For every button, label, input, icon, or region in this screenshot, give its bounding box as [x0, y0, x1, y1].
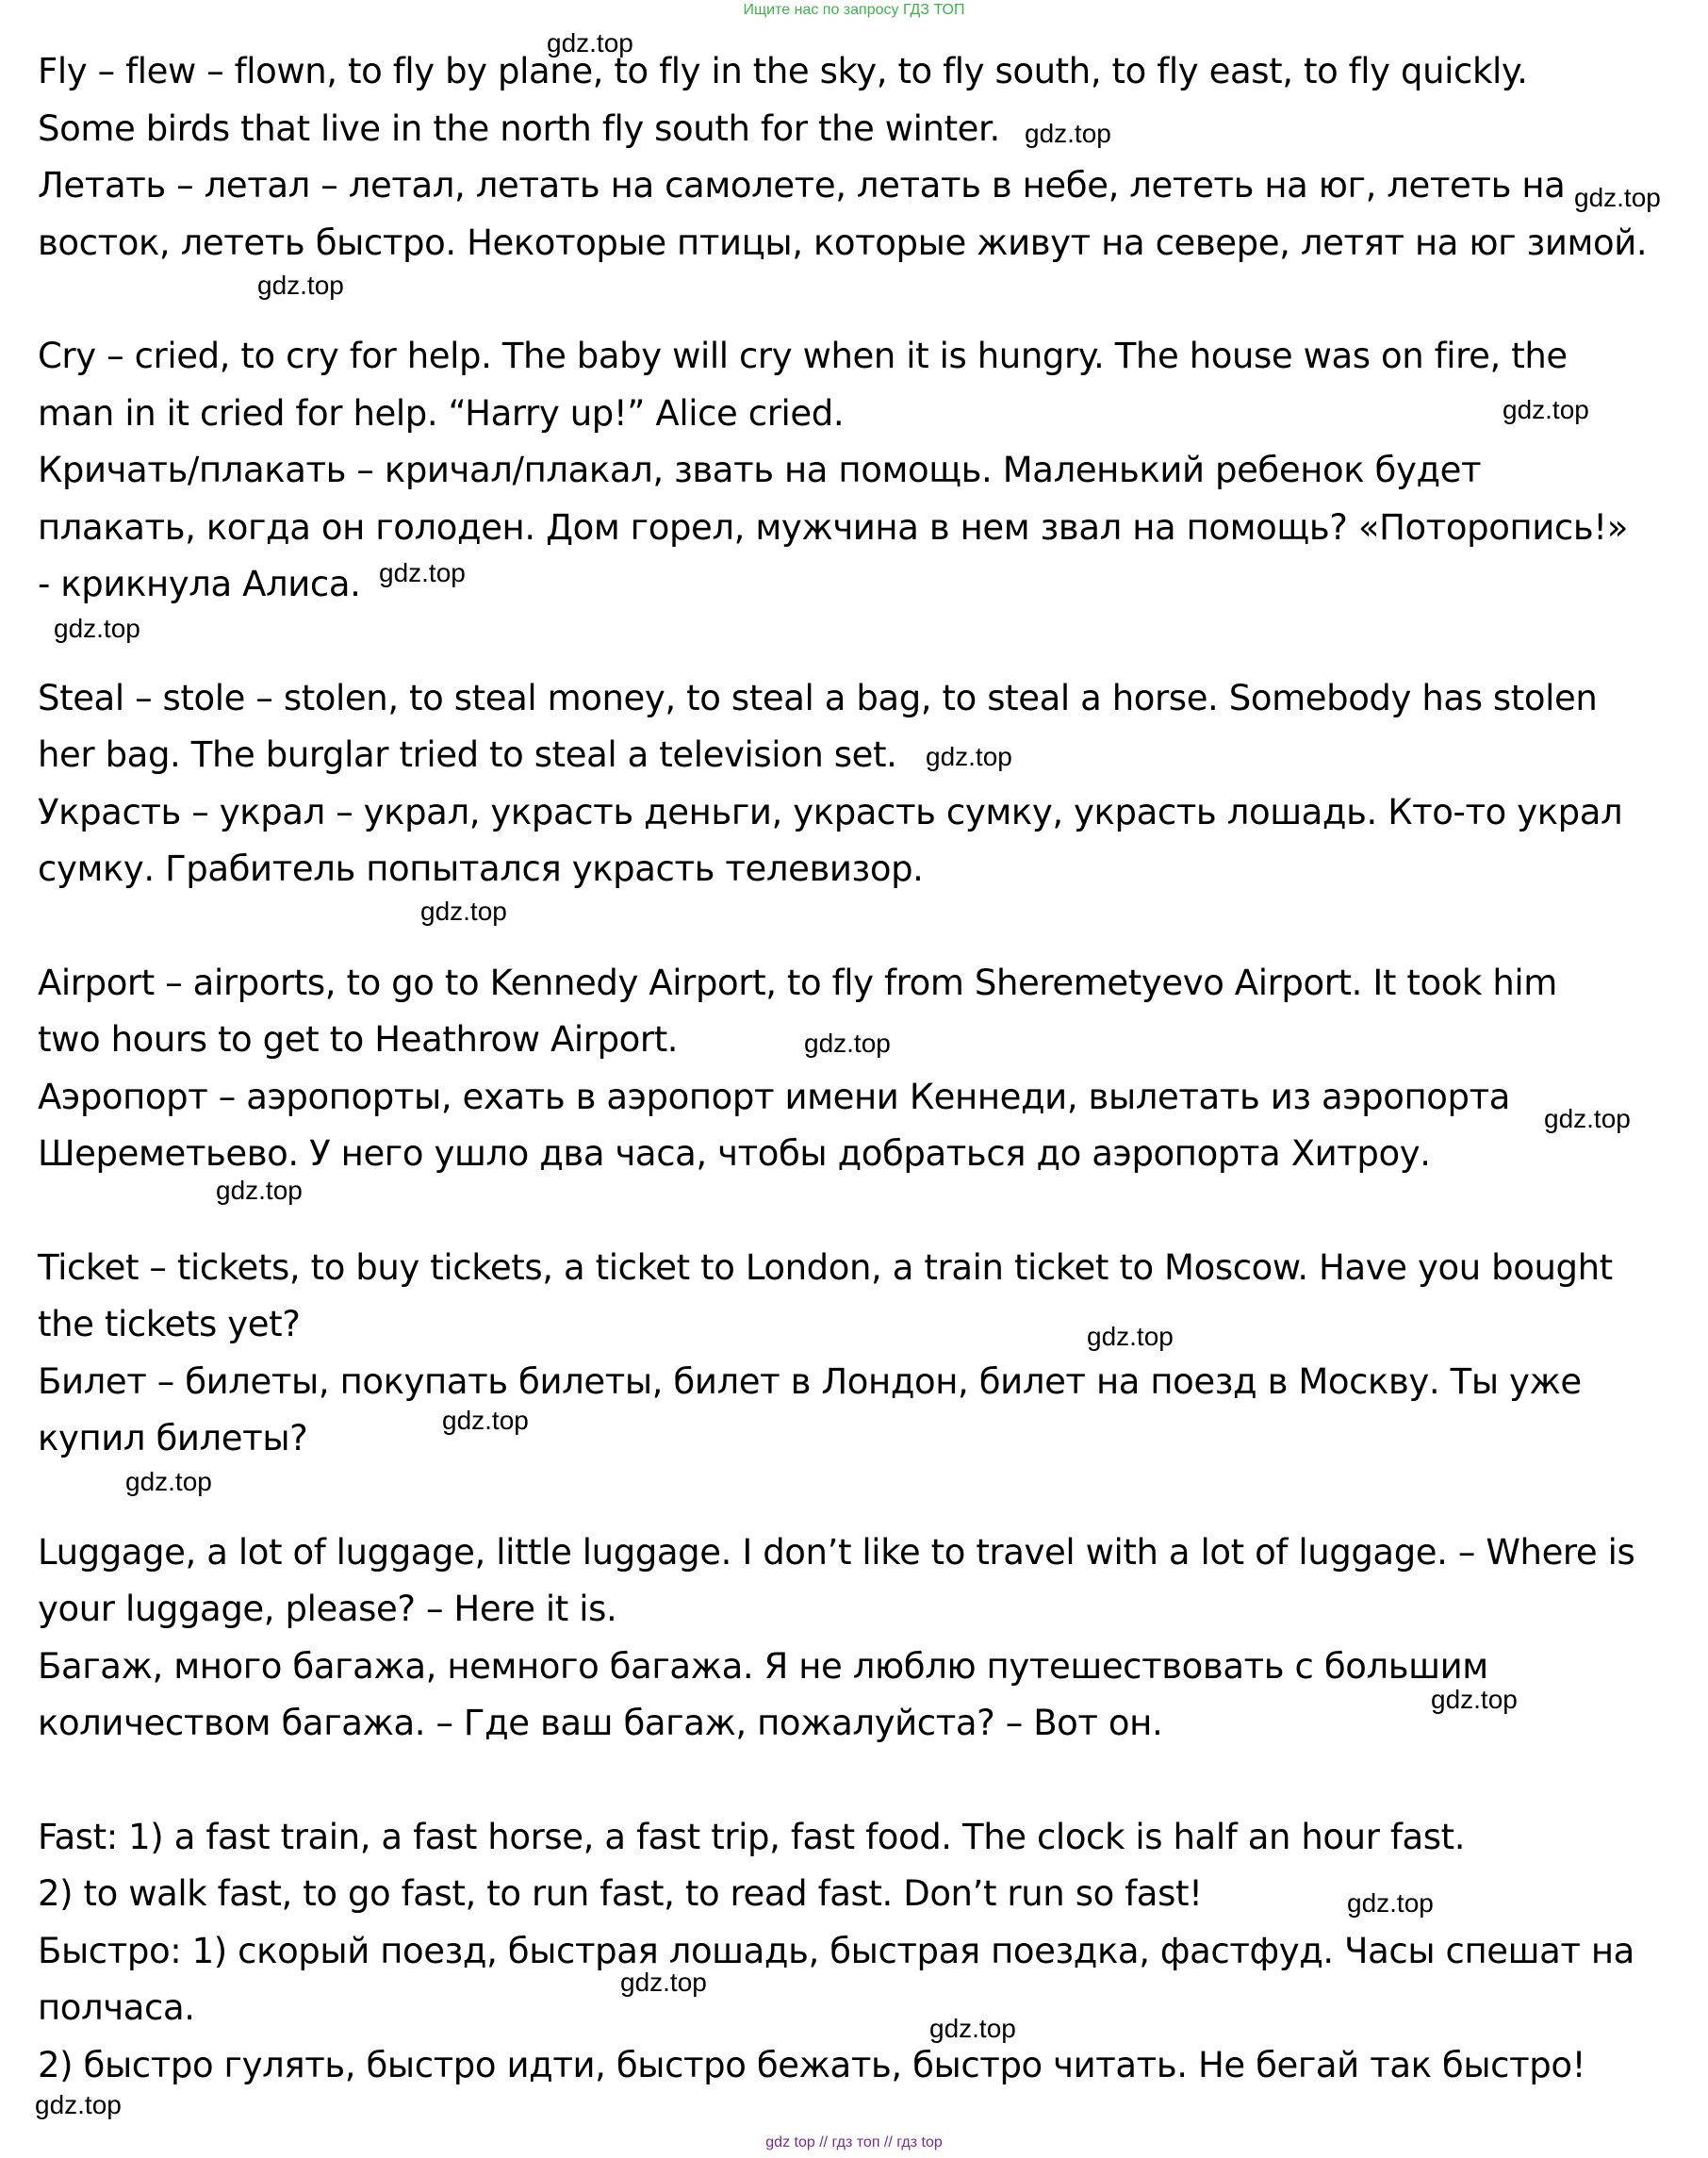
text-line: Luggage, a lot of luggage, little luggage. I don’t like to travel with a lot of luggage. – Where is	[38, 1531, 1635, 1573]
text-line: Some birds that live in the north fly south for the winter.	[38, 107, 1000, 149]
bottom-footer: gdz top // гдз топ // гдз top	[765, 2134, 943, 2150]
text-line: Украсть – украл – украл, украсть деньги, украсть сумку, украсть лошадь. Кто-то украл	[38, 791, 1623, 832]
text-line: two hours to get to Heathrow Airport.	[38, 1019, 679, 1060]
watermark: gdz.top	[804, 1029, 891, 1058]
text-line: Кричать/плакать – кричал/плакал, звать на помощь. Маленький ребенок будет	[38, 450, 1482, 490]
watermark: gdz.top	[125, 1467, 212, 1496]
entry-fly	[38, 43, 1659, 272]
watermark: gdz.top	[1347, 1888, 1434, 1918]
text-line: her bag. The burglar tried to steal a television set.	[38, 734, 897, 775]
text-line: количеством багажа. – Где ваш багаж, пожалуйста? – Вот он.	[38, 1703, 1163, 1743]
text-line: купил билеты?	[38, 1418, 308, 1458]
watermark: gdz.top	[1025, 119, 1111, 148]
text-line: 2) to walk fast, to go fast, to run fast, to read fast. Don’t run so fast!	[38, 1873, 1203, 1914]
watermark: gdz.top	[1431, 1685, 1518, 1714]
text-line: Аэропорт – аэропорты, ехать в аэропорт имени Кеннеди, вылетать из аэропорта	[38, 1076, 1511, 1117]
entry-cry	[38, 328, 1659, 614]
document-body	[38, 43, 1659, 2150]
text-line: Ticket – tickets, to buy tickets, a ticket to London, a train ticket to Moscow. Have you bought	[38, 1246, 1613, 1288]
text-line: плакать, когда он голоден. Дом горел, мужчина в нем звал на помощь? «Поторопись!»	[38, 506, 1628, 548]
text-line: Багаж, много багажа, немного багажа. Я не люблю путешествовать с большим	[38, 1645, 1488, 1687]
entry-luggage	[38, 1524, 1659, 1753]
text-line: Steal – stole – stolen, to steal money, to steal a bag, to steal a horse. Somebody has stolen	[38, 677, 1598, 718]
watermark: gdz.top	[54, 614, 140, 643]
text-line: Шереметьево. У него ушло два часа, чтобы добраться до аэропорта Хитроу.	[38, 1133, 1431, 1174]
watermark: gdz.top	[1503, 395, 1589, 424]
watermark: gdz.top	[420, 897, 507, 926]
entry-airport	[38, 955, 1659, 1183]
text-line: man in it cried for help. “Harry up!” Alice cried.	[38, 392, 845, 434]
watermark: gdz.top	[257, 271, 344, 300]
text-line: полчаса.	[38, 1987, 195, 2028]
watermark: gdz.top	[926, 742, 1012, 771]
text-line: восток, лететь быстро. Некоторые птицы, которые живут на севере, летят на юг зимой.	[38, 222, 1648, 263]
text-line: Cry – cried, to cry for help. The baby will cry when it is hungry. The house was on fire, the	[38, 336, 1568, 376]
text-line: - крикнула Алиса.	[38, 564, 361, 604]
text-line: Летать – летал – летал, летать на самолете, летать в небе, лететь на юг, лететь на	[38, 165, 1566, 206]
watermark: gdz.top	[620, 1968, 707, 1997]
entry-fast	[38, 1809, 1659, 2095]
text-line: the tickets yet?	[38, 1304, 301, 1344]
top-banner: Ищите нас по запросу ГДЗ ТОП	[743, 2, 965, 18]
text-line: 2) быстро гулять, быстро идти, быстро бежать, быстро читать. Не бегай так быстро!	[38, 2044, 1586, 2085]
text-line: your luggage, please? – Here it is.	[38, 1589, 617, 1629]
watermark: gdz.top	[1544, 1104, 1631, 1133]
text-line: Fly – flew – flown, to fly by plane, to fly in the sky, to fly south, to fly east, to fly quickly.	[38, 51, 1528, 91]
entry-steal	[38, 670, 1659, 898]
watermark: gdz.top	[929, 2014, 1016, 2043]
watermark: gdz.top	[216, 1176, 303, 1205]
text-line: Быстро: 1) скорый поезд, быстрая лошадь, быстрая поездка, фастфуд. Часы спешат на	[38, 1930, 1634, 1971]
watermark: gdz.top	[379, 558, 466, 587]
entry-ticket	[38, 1240, 1659, 1468]
watermark: gdz.top	[547, 28, 633, 58]
watermark: gdz.top	[1574, 183, 1661, 212]
text-line: сумку. Грабитель попытался украсть телевизор.	[38, 848, 924, 889]
watermark: gdz.top	[1087, 1322, 1174, 1351]
watermark: gdz.top	[35, 2090, 122, 2119]
text-line: Airport – airports, to go to Kennedy Airport, to fly from Sheremetyevo Airport. It took him	[38, 962, 1557, 1003]
text-line: Fast: 1) a fast train, a fast horse, a fast trip, fast food. The clock is half an hour fast.	[38, 1816, 1466, 1857]
text-line: Билет – билеты, покупать билеты, билет в Лондон, билет на поезд в Москву. Ты уже	[38, 1360, 1582, 1402]
watermark: gdz.top	[442, 1406, 529, 1435]
